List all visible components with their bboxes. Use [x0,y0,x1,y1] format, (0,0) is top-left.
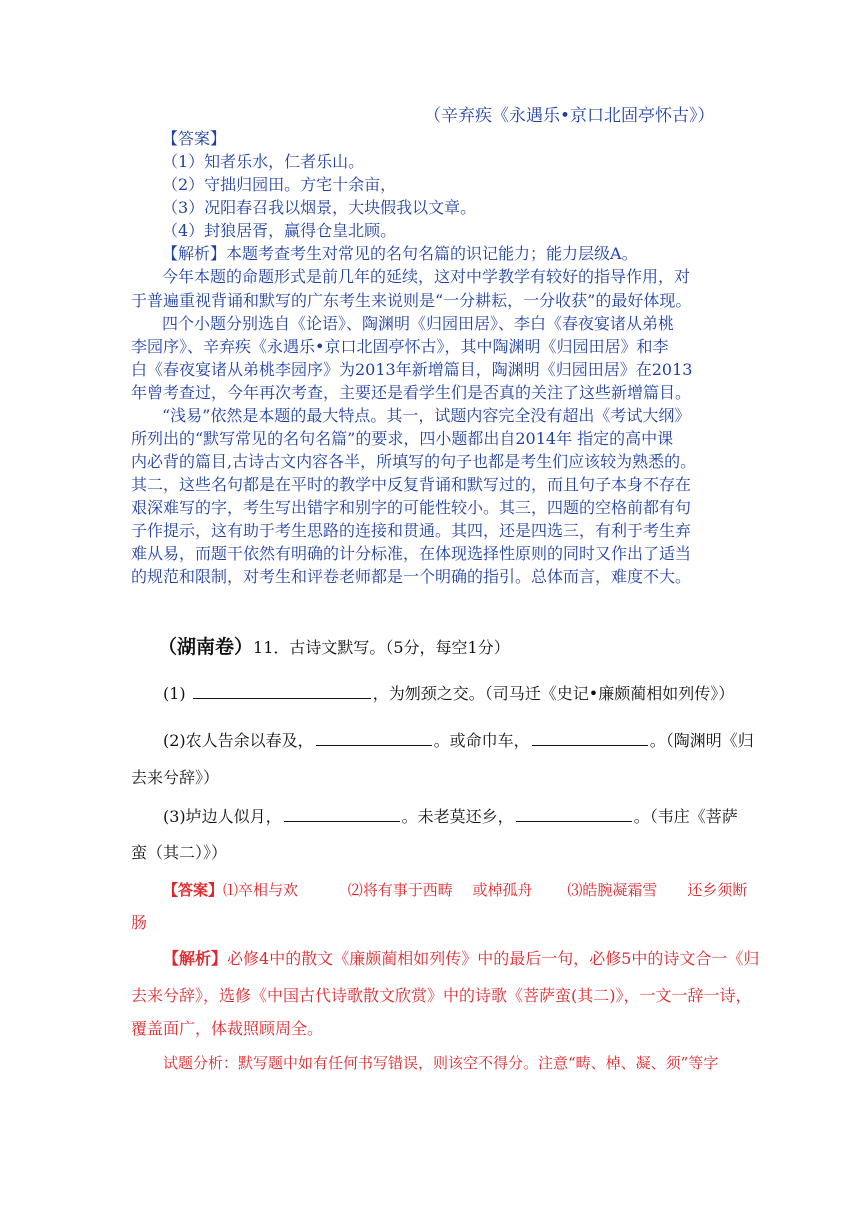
para3-line-4: 其二，这些名句都是在平时的教学中反复背诵和默写过的，而且句子本身不存在 [131,475,692,494]
hunan-answer-text: ⑴卒相与欢 ⑵将有事于西畴 或棹孤舟 ⑶皓腕凝霜雪 还乡须断 [223,881,748,899]
para3-line-3: 内必背的篇目,古诗古文内容各半，所填写的句子也都是考生们应该较为熟悉的。 [131,452,697,471]
analysis-line [162,243,638,265]
para3-line-2: 所列出的“默写常见的名句名篇”的要求，四小题都出自2014年 指定的高中课 [131,429,674,448]
para3-line-8: 的规范和限制，对考生和评卷老师都是一个明确的指引。总体而言，难度不大。 [131,567,692,586]
hunan-analysis-line-3: 覆盖面广，体裁照顾周全。 [131,1019,324,1038]
hunan-analysis-line-1 [163,948,759,970]
blank-5[interactable] [516,805,632,822]
hunan-title: （湖南卷） [158,636,254,658]
source-line: （辛弃疾《永遇乐•京口北固亭怀古》） [424,106,715,126]
hunan-analysis-text-1: 必修4中的散文《廉颇蔺相如列传》中的最后一句，必修5中的诗文合一《归 [227,949,760,968]
question-3 [163,805,738,828]
analysis-text: 本题考查考生对常见的名句名篇的识记能力；能力层级A。 [226,244,638,263]
para3-line-1: “浅易”依然是本题的最大特点。其一，试题内容完全没有超出《考试大纲》 [162,406,691,425]
answer-item-4: （4）封狼居胥，赢得仓皇北顾。 [162,221,397,240]
q1-number: (1) [163,684,191,703]
analysis-label: 【解析】 [162,244,227,263]
q3-text-3: 。（韦庄《菩萨 [633,807,738,826]
hunan-question: 11．古诗文默写。（5分，每空1分） [253,638,510,657]
para2-line-1: 四个小题分别选自《论语》、陶渊明《归园田居》、李白《春夜宴诸从弟桃 [162,314,675,333]
para3-line-5: 艰深难写的字，考生写出错字和别字的可能性较小。其三，四题的空格前都有句 [131,498,692,517]
para1-line-1: 今年本题的命题形式是前几年的延续，这对中学教学有较好的指导作用，对 [162,267,691,286]
hunan-answer-line-1 [163,879,747,901]
para3-line-7: 难从易，而题干依然有明确的计分标准，在体现选择性原则的同时又作出了适当 [131,544,692,563]
q2-text-3: 。（陶渊明《归 [649,731,754,750]
question-1 [163,682,734,705]
q3-text-2: 。未老莫还乡， [401,807,514,826]
question-2-line-2: 去来兮辞》） [131,768,220,787]
para1-line-2: 于普遍重视背诵和默写的广东考生来说则是“一分耕耘，一分收获”的最好体现。 [131,291,692,310]
blank-1[interactable] [193,682,371,699]
blank-4[interactable] [284,805,400,822]
q1-text: ，为刎颈之交。（司马迁《史记•廉颇蔺相如列传》） [372,684,735,703]
question-2 [163,729,754,752]
q2-text-2: 。或命巾车， [433,731,530,750]
hunan-answer-line-2: 肠 [131,913,148,932]
blank-2[interactable] [316,729,432,746]
hunan-analysis-line-2: 去来兮辞》，选修《中国古代诗歌散文欣赏》中的诗歌《菩萨蛮(其二)》，一文一辞一诗， [131,986,752,1005]
hunan-question-line [158,634,510,661]
hunan-analysis2: 试题分析：默写题中如有任何书写错误，则该空不得分。注意“畴、棹、凝、须”等字 [163,1054,719,1072]
para2-line-3: 白《春夜宴诸从弟桃李园序》为2013年新增篇目，陶渊明《归园田居》在2013 [131,360,693,379]
q2-text-1: (2)农人告余以春及， [163,731,314,750]
answer-item-1: （1）知者乐水，仁者乐山。 [162,152,365,171]
answer-item-2: （2）守拙归园田。方宅十余亩， [162,175,397,194]
q3-text-1: (3)垆边人似月， [163,807,282,826]
blank-3[interactable] [532,729,648,746]
question-3-line-2: 蛮（其二）》） [131,843,228,862]
para2-line-4: 年曾考查过，今年再次考查，主要还是看学生们是否真的关注了这些新增篇目。 [131,383,692,402]
para2-line-2: 李园序》、辛弃疾《永遇乐•京口北固亭怀古》，其中陶渊明《归园田居》和李 [131,337,669,356]
hunan-answer-label: 【答案】 [163,881,224,899]
hunan-analysis-label: 【解析】 [163,949,228,968]
answer-item-3: （3）况阳春召我以烟景，大块假我以文章。 [162,198,477,217]
para3-line-6: 子作提示，这有助于考生思路的连接和贯通。其四，还是四选三，有利于考生弃 [131,521,692,540]
answer-label: 【答案】 [162,129,227,148]
